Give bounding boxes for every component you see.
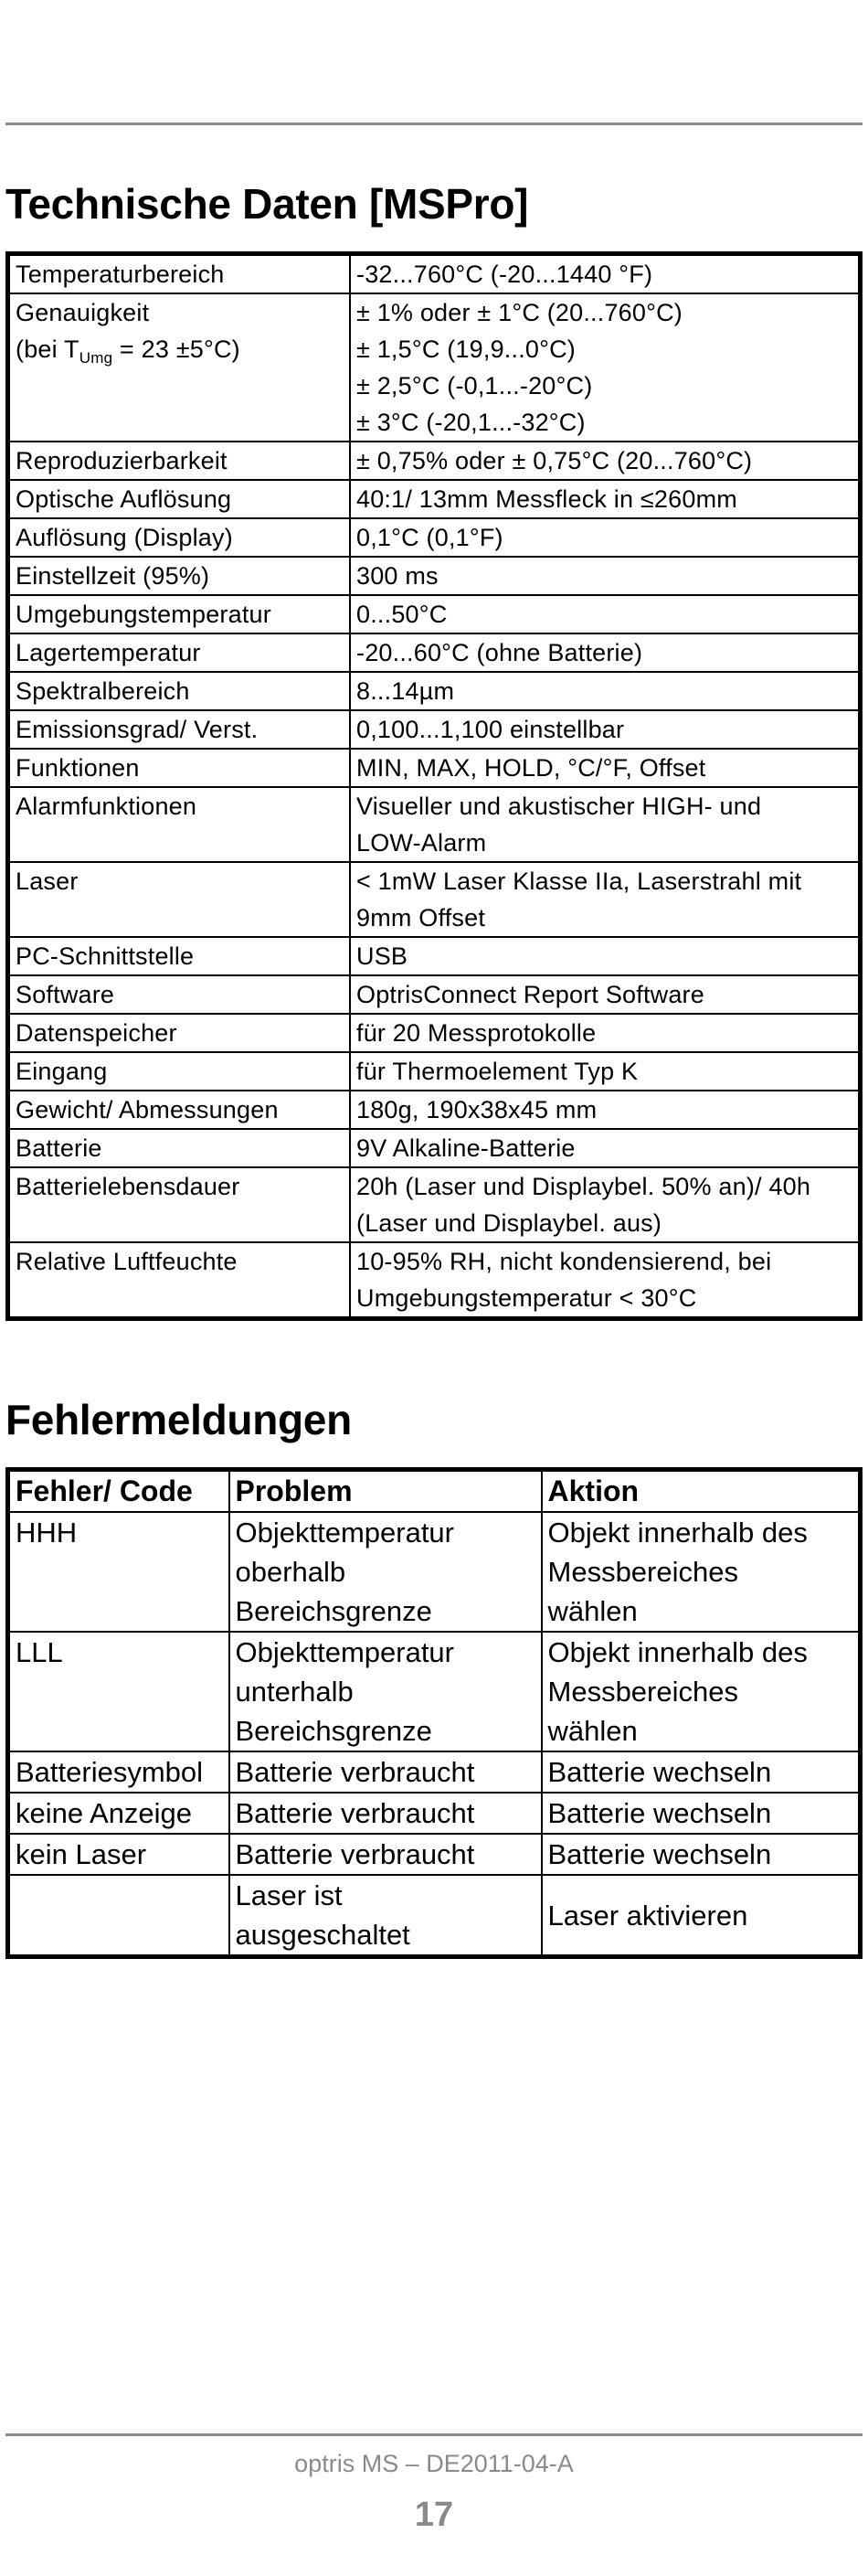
error-code: kein Laser [8,1834,229,1875]
error-action-line: Objekt innerhalb des [547,1636,808,1668]
errors-header-row [8,1470,861,1513]
error-code: LLL [8,1632,229,1751]
spec-row [8,442,861,480]
error-action-line: wählen [547,1715,638,1747]
spec-label: Auflösung (Display) [8,518,351,557]
spec-row [8,1052,861,1091]
spec-label: Spektralbereich [8,672,351,710]
error-row [8,1512,861,1632]
error-problem-line: ausgeschaltet [235,1919,410,1951]
header-code: Fehler/ Code [8,1470,229,1513]
spec-label-line: Genauigkeit [16,299,150,326]
spec-row [8,937,861,975]
spec-value-line: 300 ms [356,562,439,590]
spec-value-line: ± 1,5°C (19,9...0°C) [356,335,576,363]
spec-label: PC-Schnittstelle [8,937,351,975]
specs-table [5,251,863,1321]
error-problem-line: oberhalb [235,1556,346,1588]
error-problem [229,1512,542,1632]
error-problem-line: Objekttemperatur [235,1517,454,1549]
error-problem [229,1793,542,1834]
error-action-line: Batterie wechseln [547,1756,772,1788]
error-action-line: Batterie wechseln [547,1797,772,1829]
error-action [542,1875,861,1957]
spec-row [8,633,861,672]
error-problem-line: Bereichsgrenze [235,1595,432,1627]
page-number: 17 [414,2496,454,2534]
spec-label: Optische Auflösung [8,480,351,518]
spec-row [8,518,861,557]
spec-label: Funktionen [8,749,351,787]
spec-value-line: für 20 Messprotokolle [356,1019,597,1047]
error-code: HHH [8,1512,229,1632]
error-code [8,1875,229,1957]
error-problem-line: Laser ist [235,1879,343,1911]
spec-label: Laser [8,862,351,937]
spec-value-line: USB [356,942,408,970]
spec-value [350,1129,861,1167]
spec-value-line: 0,100...1,100 einstellbar [356,716,625,743]
top-rule [5,122,863,125]
spec-value-line: (Laser und Displaybel. aus) [356,1209,662,1237]
spec-value [350,862,861,937]
error-row [8,1875,861,1957]
spec-value [350,557,861,595]
spec-label: Eingang [8,1052,351,1091]
spec-label: Datenspeicher [8,1014,351,1052]
spec-row [8,975,861,1014]
spec-value [350,633,861,672]
error-code: keine Anzeige [8,1793,229,1834]
spec-row [8,1091,861,1129]
error-problem [229,1875,542,1957]
spec-value-line: 20h (Laser und Displaybel. 50% an)/ 40h [356,1173,811,1200]
spec-value-line: 40:1/ 13mm Messfleck in ≤260mm [356,485,737,513]
spec-label: Gewicht/ Abmessungen [8,1091,351,1129]
spec-value [350,787,861,862]
spec-label: Alarmfunktionen [8,787,351,862]
error-problem [229,1751,542,1793]
spec-value-line: -20...60°C (ohne Batterie) [356,639,643,666]
header-action: Aktion [542,1470,861,1513]
error-action [542,1793,861,1834]
footer-text: optris MS – DE2011-04-A [294,2450,574,2477]
spec-row [8,710,861,749]
spec-value-line: ± 0,75% oder ± 0,75°C (20...760°C) [356,447,753,474]
spec-row [8,480,861,518]
spec-value-line: ± 2,5°C (-0,1...-20°C) [356,372,593,399]
spec-label: Umgebungstemperatur [8,595,351,633]
spec-value-line: 180g, 190x38x45 mm [356,1096,598,1123]
spec-value-line: LOW-Alarm [356,829,487,857]
spec-label: Reproduzierbarkeit [8,442,351,480]
spec-value [350,710,861,749]
spec-label: Batterielebensdauer [8,1167,351,1242]
spec-value-line: OptrisConnect Report Software [356,981,704,1008]
spec-value [350,749,861,787]
spec-row [8,254,861,294]
error-problem [229,1632,542,1751]
spec-label-subscript: Umg [79,349,113,367]
error-problem-line: Batterie verbraucht [235,1797,475,1829]
error-action-line: Laser aktivieren [547,1899,748,1932]
spec-value [350,1167,861,1242]
spec-value [350,293,861,442]
error-action-line: Batterie wechseln [547,1838,772,1870]
spec-value [350,518,861,557]
spec-row [8,557,861,595]
error-code: Batteriesymbol [8,1751,229,1793]
error-problem-line: Bereichsgrenze [235,1715,432,1747]
spec-value-line: 8...14µm [356,677,455,705]
error-row [8,1751,861,1793]
spec-value [350,975,861,1014]
error-row [8,1793,861,1834]
spec-row [8,1014,861,1052]
spec-row [8,1129,861,1167]
spec-label: Temperaturbereich [8,254,351,294]
bottom-rule [5,2433,863,2436]
error-action [542,1512,861,1632]
error-action-line: Objekt innerhalb des [547,1517,808,1549]
error-problem-line: Batterie verbraucht [235,1838,475,1870]
spec-label: Batterie [8,1129,351,1167]
error-problem-line: Batterie verbraucht [235,1756,475,1788]
spec-value [350,937,861,975]
error-row [8,1834,861,1875]
spec-value-line: Visueller und akustischer HIGH- und [356,793,762,820]
spec-label: Lagertemperatur [8,633,351,672]
spec-row [8,672,861,710]
error-problem [229,1834,542,1875]
spec-value-line: -32...760°C (-20...1440 °F) [356,261,653,288]
error-action [542,1751,861,1793]
spec-value [350,1091,861,1129]
spec-row [8,1167,861,1242]
spec-value-line: für Thermoelement Typ K [356,1058,639,1085]
error-row [8,1632,861,1751]
spec-value [350,442,861,480]
error-problem-line: Objekttemperatur [235,1636,454,1668]
spec-value [350,595,861,633]
spec-row [8,293,861,442]
spec-value-line: 9mm Offset [356,904,486,931]
spec-value-line: < 1mW Laser Klasse IIa, Laserstrahl mit [356,868,802,895]
spec-label: Einstellzeit (95%) [8,557,351,595]
spec-row [8,787,861,862]
header-problem: Problem [229,1470,542,1513]
spec-label: Software [8,975,351,1014]
spec-value [350,254,861,294]
errors-heading: Fehlermeldungen [5,1396,352,1443]
spec-value-line: 0...50°C [356,601,448,628]
spec-value [350,672,861,710]
spec-label-line [16,331,344,377]
spec-label-text: (bei T [16,335,79,363]
error-action-line: Messbereiches [547,1676,738,1708]
spec-value-line: ± 3°C (-20,1...-32°C) [356,409,586,436]
specs-heading: Technische Daten [MSPro] [5,180,529,228]
error-action [542,1632,861,1751]
error-action-line: wählen [547,1595,638,1627]
spec-label-text: = 23 ±5°C) [112,335,240,363]
spec-row [8,1242,861,1319]
spec-value [350,1014,861,1052]
spec-value-line: 10-95% RH, nicht kondensierend, bei [356,1248,772,1275]
spec-value-line: Umgebungstemperatur < 30°C [356,1284,697,1312]
spec-value [350,1242,861,1319]
spec-label [8,293,351,442]
spec-value [350,480,861,518]
spec-value-line: 0,1°C (0,1°F) [356,524,503,551]
spec-label: Relative Luftfeuchte [8,1242,351,1319]
error-action-line: Messbereiches [547,1556,738,1588]
spec-value [350,1052,861,1091]
spec-row [8,862,861,937]
spec-value-line: 9V Alkaline-Batterie [356,1134,576,1162]
spec-value-line: ± 1% oder ± 1°C (20...760°C) [356,299,683,326]
error-action [542,1834,861,1875]
spec-label: Emissionsgrad/ Verst. [8,710,351,749]
spec-row [8,749,861,787]
spec-row [8,595,861,633]
errors-table [5,1467,863,1959]
error-problem-line: unterhalb [235,1676,354,1708]
spec-value-line: MIN, MAX, HOLD, °C/°F, Offset [356,754,706,782]
